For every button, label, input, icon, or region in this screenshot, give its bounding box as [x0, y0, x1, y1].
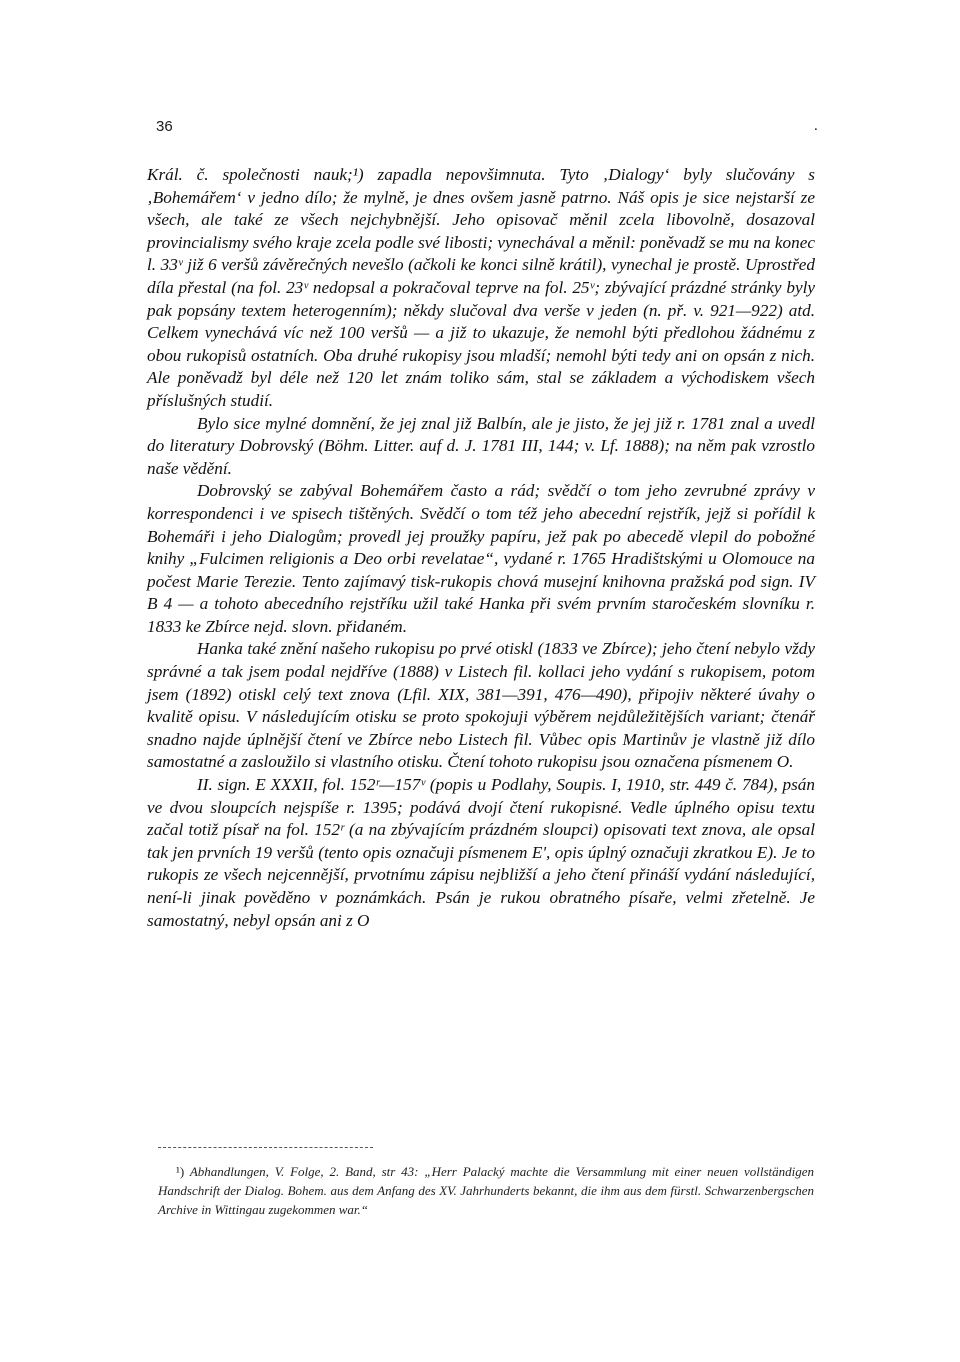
paragraph-5: II. sign. E XXXII, fol. 152ʳ—157ᵛ (popis u Podlahy, Soupis. I, 1910, str. 449 č. 784), psán ve dvou sloupcích nejspíše r. 1395; podává dvojí čtení rukopisné. Vedle úplného opisu textu začal totiž písař na fol. 152ʳ (a na zbývajícím prázdném sloupci) opisovati text znova, ale opsal tak jen prvních 19 veršů (tento opis označuji písmenem E', opis úplný označuji zkratkou E). Je to rukopis ze všech nejcennější, prvotnímu zápisu nejbližší a jeho čtení přináší vydání následující, není-li jinak pověděno v poznámkách. Psán je rukou obratného písaře, velmi zřetelně. Je samostatný, nebyl opsán ani z O	[147, 775, 815, 930]
body-text	[147, 164, 815, 932]
footnote	[158, 1162, 814, 1219]
paragraph-2: Bylo sice mylné domnění, že jej znal již Balbín, ale je jisto, že jej již r. 1781 znal a uvedl do literatury Dobrovský (Böhm. Litter. auf d. J. 1781 III, 144; v. Lf. 1888); na něm pak vzrostlo naše vědění.	[147, 413, 815, 478]
corner-mark: .	[814, 118, 818, 134]
footnote-separator	[158, 1147, 373, 1148]
page-number: 36	[156, 118, 173, 135]
paragraph-1: Král. č. společnosti nauk;¹) zapadla nepovšimnuta. Tyto ‚Dialogy‘ byly slučovány s ‚Bohemářem‘ v jedno dílo; že mylně, je dnes ovšem jasně patrno. Náš opis je sice nejstarší ze všech, ale také ze všech nejchybnější. Jeho opisovač měnil zcela libovolně, dosazoval provincialismy svého kraje zcela podle své libosti; vynechával a měnil: poněvadž se mu na konec l. 33ᵛ již 6 veršů závěrečných nevešlo (ačkoli ke konci silně krátil), vynechal je prostě. Uprostřed díla přestal (na fol. 23ᵛ nedopsal a pokračoval teprve na fol. 25ᵛ; zbývající prázdné stránky byly pak popsány textem heterogenním); někdy slučoval dva verše v jeden (n. př. v. 921—922) atd. Celkem vynechává víc než 100 veršů — a již to ukazuje, že nemohl býti předlohou žádnému z obou rukopisů ostatních. Oba druhé rukopisy jsou mladší; nemohl býti tedy ani on opsán z nich. Ale poněvadž byl déle než 120 let znám toliko sám, stal se základem a východiskem všech příslušných studií.	[147, 165, 815, 410]
paragraph-4: Hanka také znění našeho rukopisu po prvé otiskl (1833 ve Zbírce); jeho čtení nebylo vždy správné a tak jsem podal nejdříve (1888) v Listech fil. kollaci jeho vydání s rukopisem, potom jsem (1892) otiskl celý text znova (Lfil. XIX, 381—391, 476—490), připojiv některé úvahy o kvalitě opisu. V následujícím otisku se proto spokojuji výběrem nejdůležitějších variant; čtenář snadno najde úplnější čtení ve Zbírce nebo Listech fil. Vůbec opis Martinův je vlastně již dílo samostatné a zasloužilo si vlastního otisku. Čtení tohoto rukopisu jsou označena písmenem O.	[147, 639, 815, 772]
footnote-marker: ¹)	[176, 1164, 185, 1179]
footnote-text: Abhandlungen, V. Folge, 2. Band, str 43: „Herr Palacký machte die Versammlung mit einer neuen vollständigen Handschrift der Dialog. Bohem. aus dem Anfang des XV. Jahrhunderts bekannt, die ihm aus dem fürstl. Schwarzenbergschen Archive in Wittingau zugekommen war.“	[158, 1164, 815, 1217]
paragraph-3: Dobrovský se zabýval Bohemářem často a rád; svědčí o tom jeho zevrubné zprávy v korrespondenci i ve spisech tištěných. Svědčí o tom též jeho abecední rejstřík, jejž si pořídil k Bohemáři i jeho Dialogům; provedl jej proužky papíru, jež pak po abecedě vlepil do pobožné knihy „Fulcimen religionis a Deo orbi revelatae“, vydané r. 1765 Hradištskými u Olomouce na počest Marie Terezie. Tento zajímavý tisk-rukopis chová musejní knihovna pražská pod sign. IV B 4 — a tohoto abecedního rejstříku užil také Hanka při svém prvním staročeském slovníku r. 1833 ke Zbírce nejd. slovn. přidaném.	[147, 481, 815, 636]
